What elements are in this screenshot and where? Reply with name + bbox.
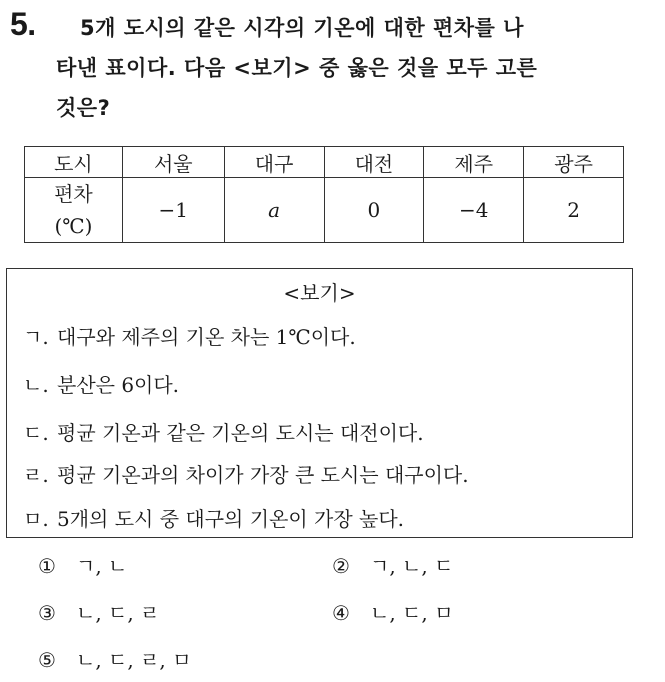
row-label-line-1: 편차 xyxy=(54,182,93,206)
city-header-seoul: 서울 xyxy=(122,147,224,178)
row-label-cell xyxy=(25,178,123,243)
question-line-2: 타낸 표이다. 다음 <보기> 중 옳은 것을 모두 고른 xyxy=(56,56,538,80)
bogi-title: <보기> xyxy=(283,281,356,305)
choice-number: ② xyxy=(332,554,350,578)
city-header-daegu: 대구 xyxy=(224,147,324,178)
bogi-marker: ㄱ. xyxy=(23,325,49,349)
bogi-marker: ㅁ. xyxy=(23,507,49,531)
choice-text: ㄱ, ㄴ, ㄷ xyxy=(370,554,454,578)
deviation-daegu: a xyxy=(224,178,324,243)
deviation-table xyxy=(24,146,624,243)
bogi-text: 5개의 도시 중 대구의 기온이 가장 높다. xyxy=(57,507,405,531)
table-corner-cell: 도시 xyxy=(25,147,123,178)
row-label-line-2: (℃) xyxy=(54,214,93,238)
choice-text: ㄱ, ㄴ xyxy=(76,554,128,578)
choice-number: ⑤ xyxy=(38,648,56,672)
question-number: 5. xyxy=(10,6,36,42)
bogi-box xyxy=(6,268,633,538)
bogi-item xyxy=(23,321,356,350)
bogi-item xyxy=(23,459,469,488)
bogi-item xyxy=(23,503,404,532)
bogi-item xyxy=(23,417,424,446)
bogi-marker: ㄴ. xyxy=(23,373,49,397)
bogi-text: 평균 기온과의 차이가 가장 큰 도시는 대구이다. xyxy=(57,463,469,487)
bogi-text: 평균 기온과 같은 기온의 도시는 대전이다. xyxy=(57,421,424,445)
bogi-text: 대구와 제주의 기온 차는 1℃이다. xyxy=(57,325,356,349)
question-line-1: 5개 도시의 같은 시각의 기온에 대한 편차를 나 xyxy=(80,16,524,40)
choice-text: ㄴ, ㄷ, ㅁ xyxy=(370,601,454,625)
choice-number: ③ xyxy=(38,601,56,625)
bogi-text: 분산은 6이다. xyxy=(57,373,180,397)
choice-3[interactable] xyxy=(38,597,159,626)
deviation-jeju: −4 xyxy=(424,178,524,243)
bogi-marker: ㄷ. xyxy=(23,421,49,445)
choice-5[interactable] xyxy=(38,644,191,673)
city-header-jeju: 제주 xyxy=(424,147,524,178)
choice-2[interactable] xyxy=(332,550,453,579)
choice-4[interactable] xyxy=(332,597,453,626)
table-header-row xyxy=(25,147,624,178)
table-row xyxy=(25,178,624,243)
choice-number: ① xyxy=(38,554,56,578)
question-line-3: 것은? xyxy=(56,96,111,120)
choice-text: ㄴ, ㄷ, ㄹ xyxy=(76,601,160,625)
choice-text: ㄴ, ㄷ, ㄹ, ㅁ xyxy=(76,648,192,672)
bogi-item xyxy=(23,369,179,398)
choice-number: ④ xyxy=(332,601,350,625)
deviation-daejeon: 0 xyxy=(324,178,424,243)
choice-1[interactable] xyxy=(38,550,127,579)
city-header-gwangju: 광주 xyxy=(524,147,624,178)
deviation-gwangju: 2 xyxy=(524,178,624,243)
city-header-daejeon: 대전 xyxy=(324,147,424,178)
bogi-marker: ㄹ. xyxy=(23,463,49,487)
deviation-seoul: −1 xyxy=(122,178,224,243)
